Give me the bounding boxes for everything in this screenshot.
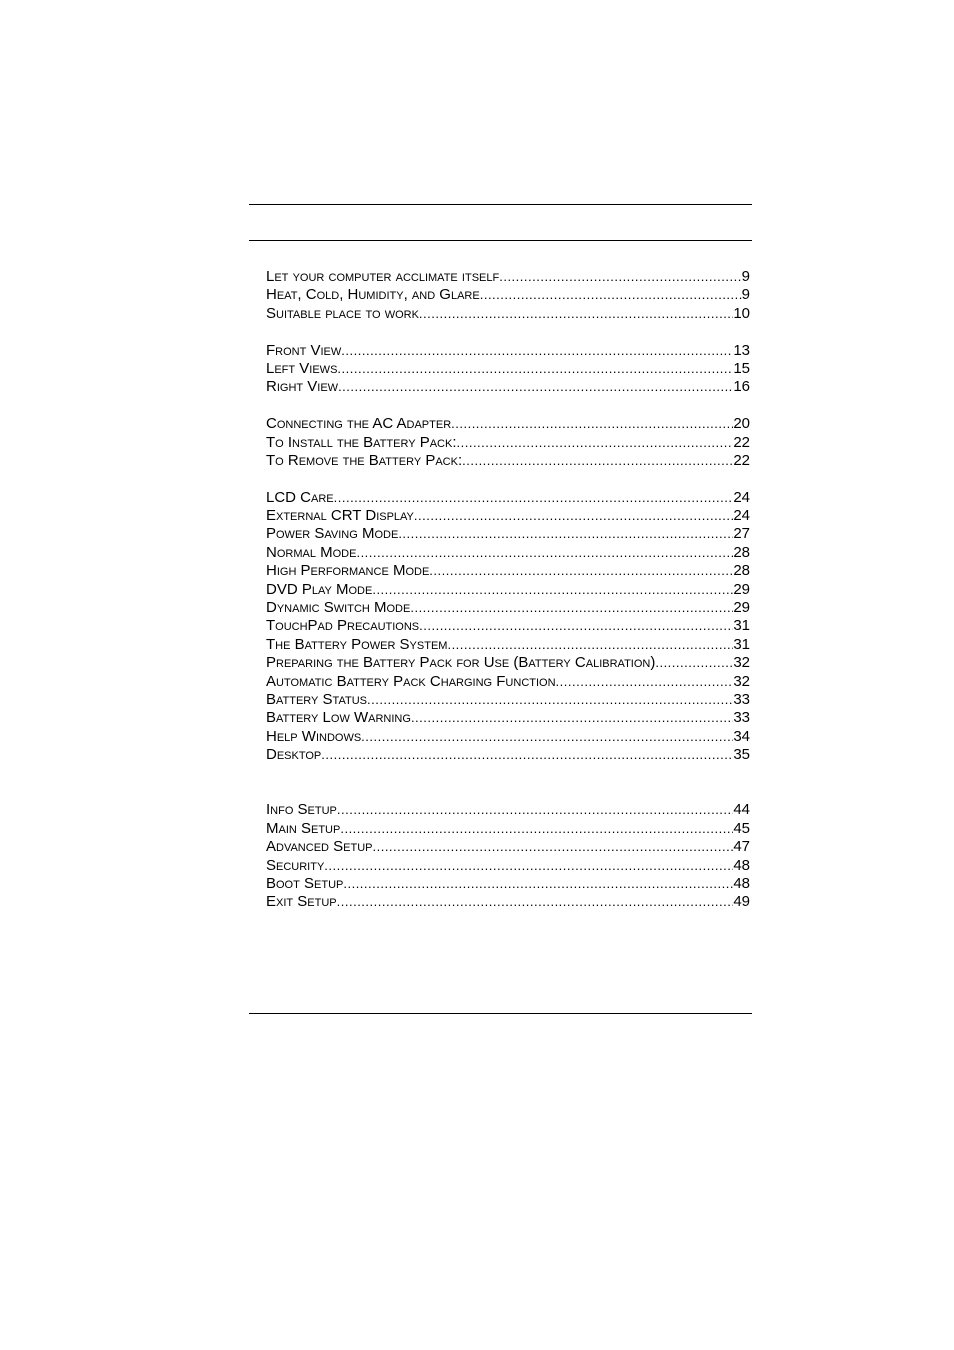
- toc-entry-page: 32: [733, 654, 750, 672]
- dot-leader: [414, 507, 733, 525]
- toc-entry-title: Desktop: [266, 746, 322, 764]
- toc-entry[interactable]: [266, 268, 750, 286]
- toc-entry-page: 16: [733, 378, 750, 396]
- toc-entry-page: 49: [733, 893, 750, 911]
- toc-entry-title: To Remove the Battery Pack:: [266, 451, 463, 469]
- toc-entry[interactable]: [266, 673, 750, 691]
- dot-leader: [341, 342, 733, 360]
- group-spacer: [266, 470, 750, 488]
- toc-group: [266, 268, 750, 323]
- toc-entry-title: The Battery Power System: [266, 635, 448, 653]
- toc-group: [266, 801, 750, 911]
- toc-entry[interactable]: [266, 342, 750, 360]
- dot-leader: [410, 599, 733, 617]
- group-spacer: [266, 323, 750, 341]
- toc-entry-title: LCD Care: [266, 488, 334, 506]
- toc-entry-title: TouchPad Precautions: [266, 617, 420, 635]
- dot-leader: [419, 305, 733, 323]
- toc-entry-page: 28: [733, 543, 750, 561]
- dot-leader: [337, 360, 733, 378]
- toc-entry-page: 22: [733, 433, 750, 451]
- toc-entry[interactable]: [266, 305, 750, 323]
- toc-entry-page: 24: [733, 507, 750, 525]
- toc-entry-page: 32: [733, 672, 750, 690]
- toc-entry-page: 34: [733, 727, 750, 745]
- toc-entry-page: 31: [733, 617, 750, 635]
- toc-entry-page: 15: [733, 359, 750, 377]
- toc-entry-page: 22: [733, 451, 750, 469]
- toc-entry[interactable]: [266, 820, 750, 838]
- toc-group: [266, 489, 750, 765]
- header-rule: [249, 240, 752, 241]
- toc-entry-title: Left Views: [266, 359, 338, 377]
- toc-entry[interactable]: [266, 544, 750, 562]
- dot-leader: [655, 654, 733, 672]
- toc-entry[interactable]: [266, 801, 750, 819]
- toc-entry-title: Normal Mode: [266, 543, 357, 561]
- toc-entry[interactable]: [266, 489, 750, 507]
- dot-leader: [411, 709, 733, 727]
- dot-leader: [340, 820, 733, 838]
- toc-entry-title: High Performance Mode: [266, 562, 430, 580]
- dot-leader: [338, 378, 733, 396]
- toc-entry[interactable]: [266, 709, 750, 727]
- toc-entry-title: Automatic Battery Pack Charging Function: [266, 672, 556, 690]
- toc-entry[interactable]: [266, 857, 750, 875]
- dot-leader: [337, 801, 733, 819]
- toc-entry-title: Let your computer acclimate itself: [266, 268, 500, 285]
- dot-leader: [372, 581, 733, 599]
- dot-leader: [462, 452, 733, 470]
- toc-group: [266, 415, 750, 470]
- toc-entry-page: 20: [733, 415, 750, 433]
- toc-entry[interactable]: [266, 893, 750, 911]
- toc-entry-title: DVD Play Mode: [266, 580, 373, 598]
- toc-entry-page: 45: [733, 819, 750, 837]
- toc-entry-title: Battery Low Warning: [266, 709, 411, 727]
- toc-entry[interactable]: [266, 581, 750, 599]
- toc-entry-title: Front View: [266, 341, 342, 359]
- dot-leader: [367, 691, 733, 709]
- dot-leader: [361, 728, 733, 746]
- toc-entry-page: 33: [733, 709, 750, 727]
- dot-leader: [372, 838, 733, 856]
- toc-entry-title: Dynamic Switch Mode: [266, 599, 411, 617]
- toc-entry-title: Security: [266, 856, 325, 874]
- dot-leader: [321, 746, 733, 764]
- toc-entry-page: 48: [733, 874, 750, 892]
- toc-entry[interactable]: [266, 636, 750, 654]
- toc-entry-title: External CRT Display: [266, 507, 414, 525]
- toc-entry[interactable]: [266, 875, 750, 893]
- toc-entry[interactable]: [266, 599, 750, 617]
- toc-entry-page: 33: [733, 690, 750, 708]
- toc-entry-title: Battery Status: [266, 690, 367, 708]
- toc-entry-page: 31: [733, 635, 750, 653]
- toc-entry-title: Help Windows: [266, 727, 362, 745]
- toc-entry[interactable]: [266, 728, 750, 746]
- toc-entry-title: Advanced Setup: [266, 838, 373, 856]
- toc-entry[interactable]: [266, 378, 750, 396]
- toc-entry[interactable]: [266, 415, 750, 433]
- toc-entry-title: Right View: [266, 378, 339, 396]
- toc-entry-title: Power Saving Mode: [266, 525, 399, 543]
- footer-rule: [249, 1013, 752, 1014]
- table-of-contents: [266, 268, 750, 912]
- toc-entry[interactable]: [266, 654, 750, 672]
- dot-leader: [324, 857, 733, 875]
- toc-entry[interactable]: [266, 617, 750, 635]
- toc-entry-page: 29: [733, 599, 750, 617]
- toc-entry-title: Main Setup: [266, 819, 341, 837]
- toc-entry[interactable]: [266, 286, 750, 304]
- toc-entry[interactable]: [266, 691, 750, 709]
- toc-entry[interactable]: [266, 838, 750, 856]
- dot-leader: [499, 268, 741, 286]
- toc-entry-page: 24: [733, 488, 750, 506]
- toc-entry-title: Info Setup: [266, 801, 337, 819]
- toc-entry-title: Exit Setup: [266, 893, 337, 911]
- toc-entry-page: 10: [733, 304, 750, 322]
- dot-leader: [337, 893, 734, 911]
- toc-entry-title: To Install the Battery Pack:: [266, 433, 457, 451]
- toc-entry-page: 9: [741, 286, 750, 304]
- dot-leader: [334, 489, 734, 507]
- toc-entry-page: 29: [733, 580, 750, 598]
- toc-entry-page: 9: [741, 268, 750, 285]
- toc-entry-title: Connecting the AC Adapter: [266, 415, 452, 433]
- dot-leader: [343, 875, 733, 893]
- toc-entry-title: Suitable place to work: [266, 304, 419, 322]
- toc-entry-page: 35: [733, 746, 750, 764]
- group-spacer: [266, 765, 750, 802]
- toc-entry-page: 48: [733, 856, 750, 874]
- toc-entry[interactable]: [266, 746, 750, 764]
- toc-entry[interactable]: [266, 452, 750, 470]
- toc-entry-title: Boot Setup: [266, 874, 344, 892]
- dot-leader: [447, 636, 733, 654]
- toc-entry-page: 13: [733, 341, 750, 359]
- top-rule: [249, 204, 752, 205]
- toc-entry[interactable]: [266, 360, 750, 378]
- dot-leader: [451, 415, 733, 433]
- toc-entry-page: 27: [733, 525, 750, 543]
- dot-leader: [429, 562, 733, 580]
- toc-entry-title: Preparing the Battery Pack for Use (Battery Calibration): [266, 654, 656, 672]
- dot-leader: [480, 286, 742, 304]
- dot-leader: [419, 617, 733, 635]
- dot-leader: [356, 544, 733, 562]
- toc-entry[interactable]: [266, 562, 750, 580]
- toc-entry-page: 47: [733, 838, 750, 856]
- dot-leader: [457, 434, 734, 452]
- toc-group: [266, 342, 750, 397]
- toc-entry-title: Heat, Cold, Humidity, and Glare: [266, 286, 480, 304]
- toc-entry-page: 44: [733, 801, 750, 819]
- toc-entry[interactable]: [266, 525, 750, 543]
- dot-leader: [556, 673, 734, 691]
- group-spacer: [266, 397, 750, 415]
- toc-entry[interactable]: [266, 434, 750, 452]
- toc-entry[interactable]: [266, 507, 750, 525]
- dot-leader: [398, 525, 733, 543]
- toc-entry-page: 28: [733, 562, 750, 580]
